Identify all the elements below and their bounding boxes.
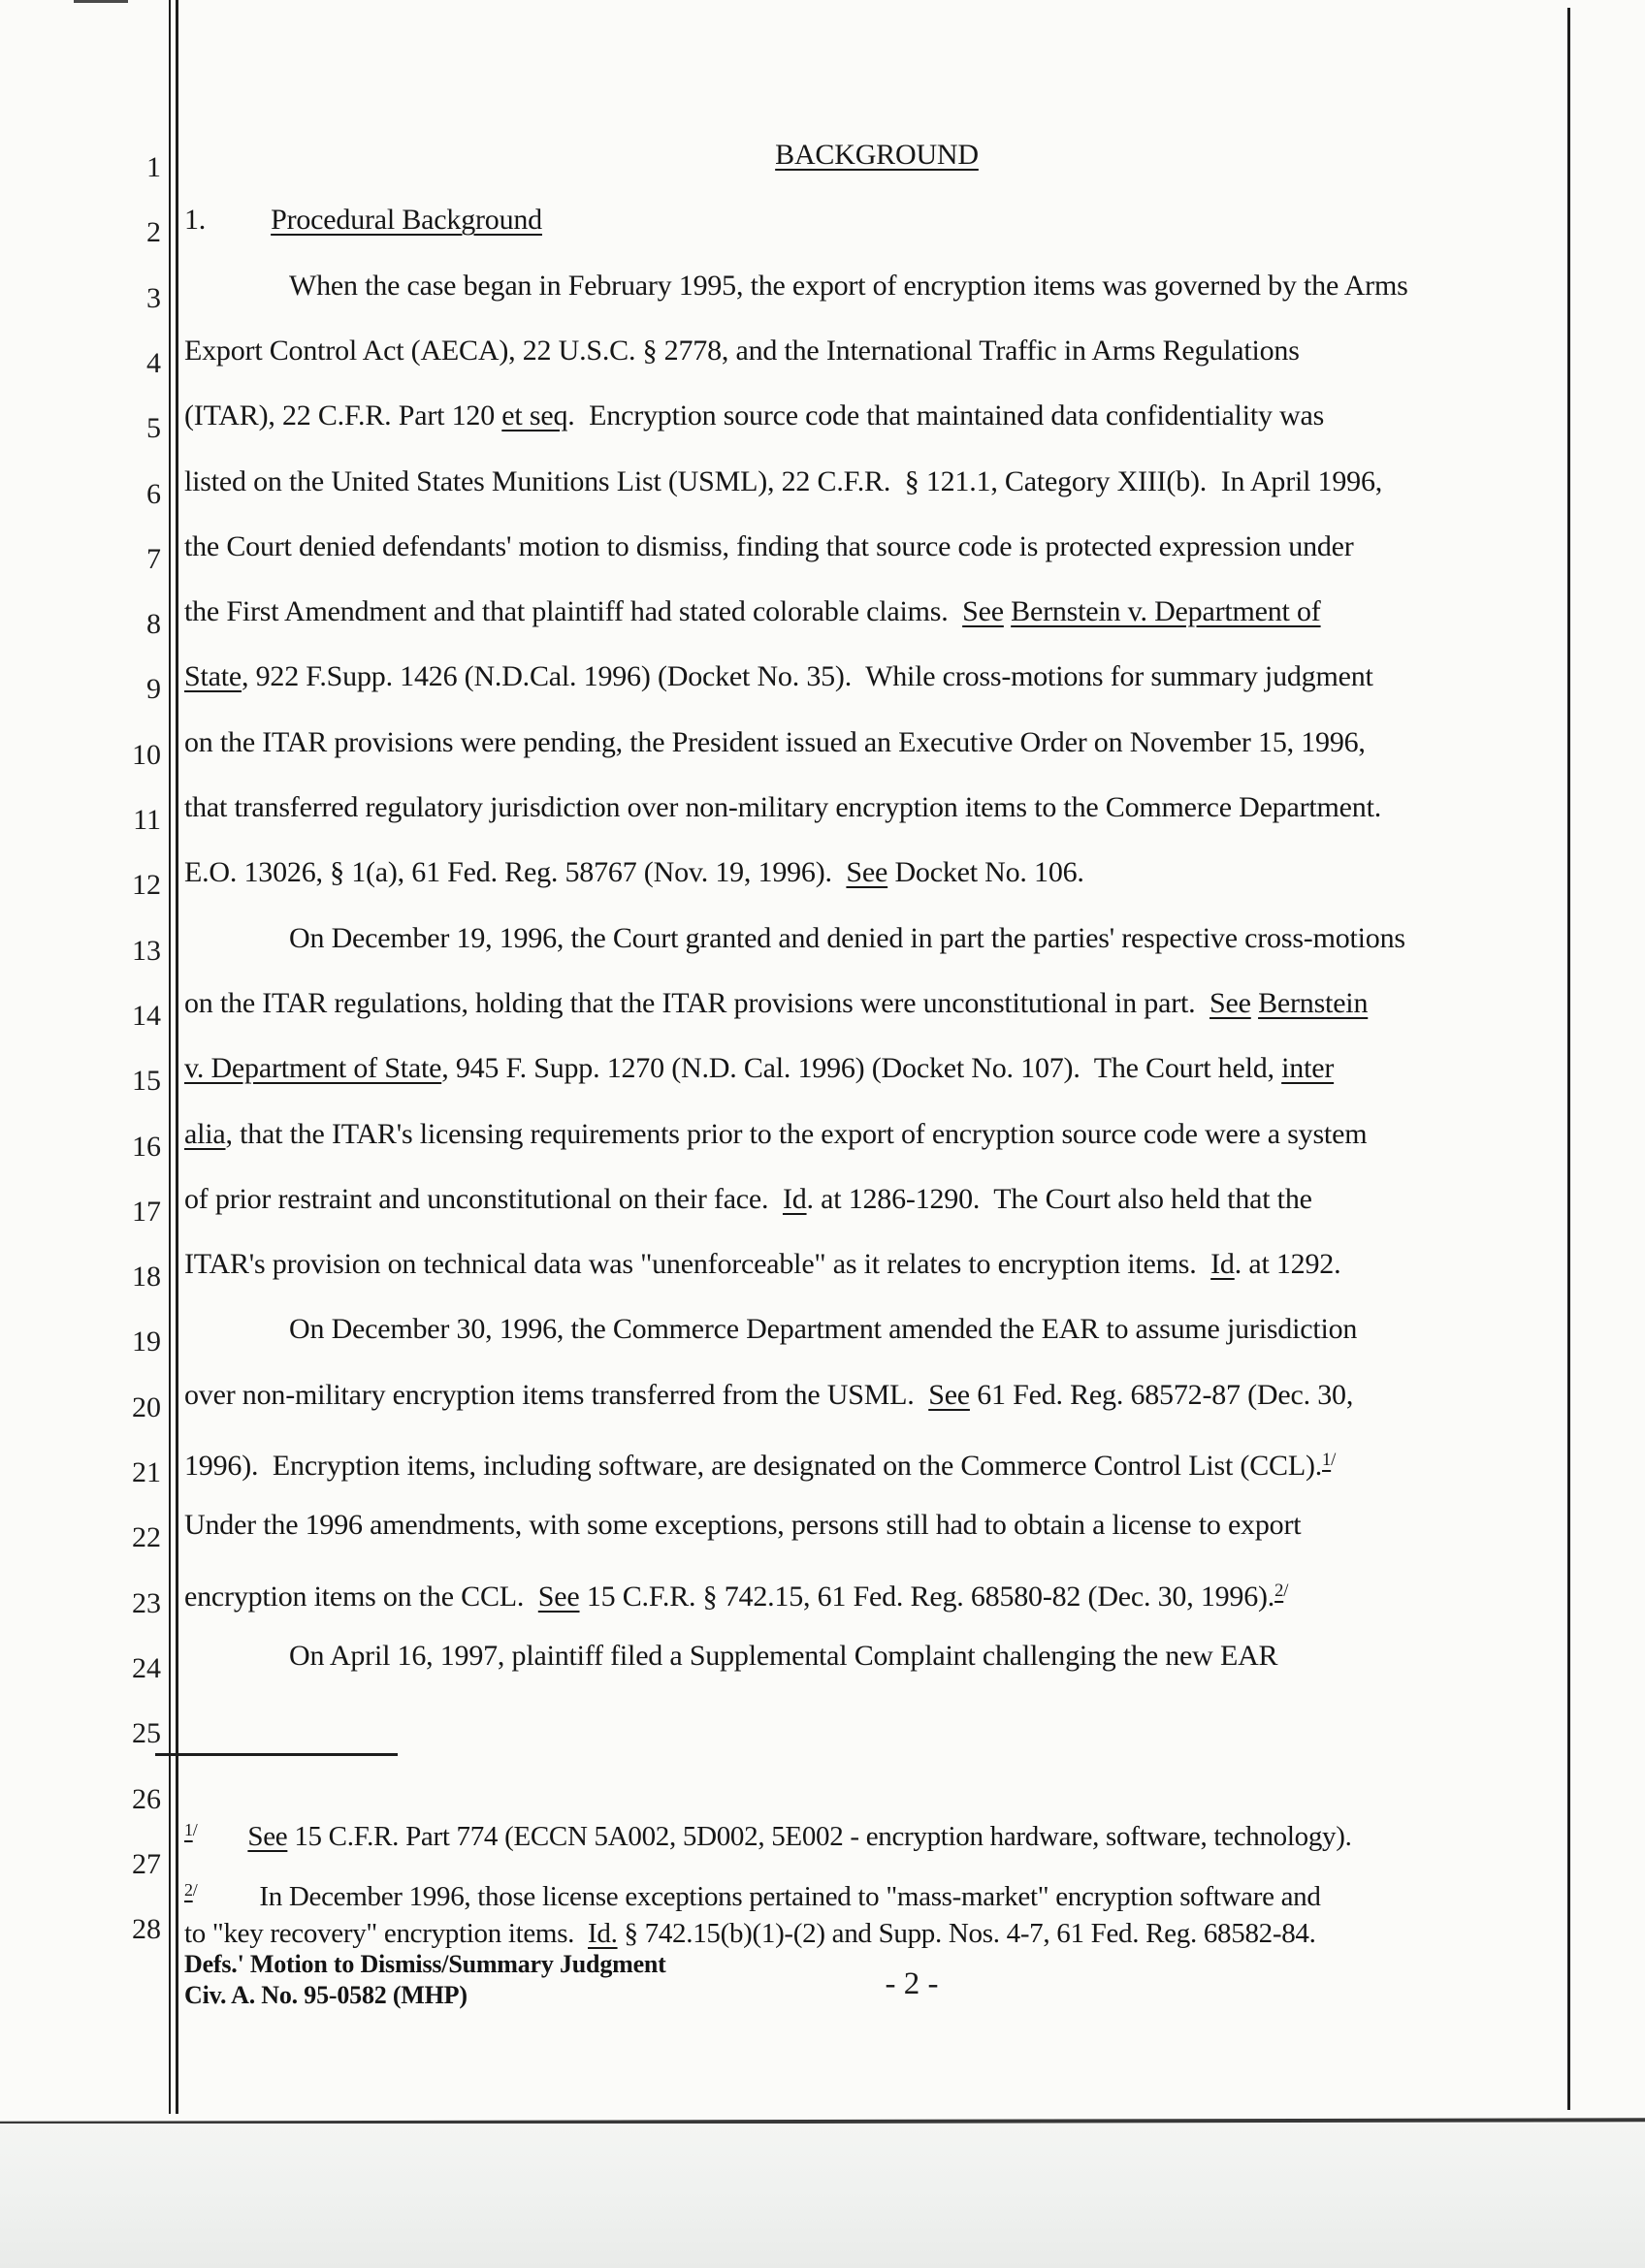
- text-segment: /: [1283, 1580, 1289, 1601]
- body-line: [184, 201, 1569, 240]
- text-segment: , that the ITAR's licensing requirements prior to the export of encryption source code were a system: [225, 1117, 1368, 1150]
- text-segment: Bernstein: [1258, 986, 1369, 1019]
- text-segment: 2: [1274, 1580, 1284, 1601]
- line-number: 22: [132, 1521, 161, 1554]
- line-number: 17: [132, 1195, 161, 1228]
- text-segment: See: [962, 595, 1004, 628]
- text-segment: [1251, 987, 1258, 1019]
- line-number: 19: [132, 1326, 161, 1358]
- section-heading: [184, 136, 1569, 175]
- text-segment: on the ITAR provisions were pending, the President issued an Executive Order on November 15, 1996,: [184, 725, 1366, 758]
- text-segment: to "key recovery" encryption items.: [184, 1918, 589, 1949]
- body-line: [184, 1180, 1569, 1219]
- body-line: [184, 1115, 1569, 1154]
- text-segment: Id: [1210, 1248, 1235, 1281]
- line-number: 26: [132, 1782, 161, 1815]
- scan-artifact: [74, 0, 128, 3]
- line-number: 10: [132, 738, 161, 771]
- body-line: [184, 267, 1645, 305]
- line-number: 7: [146, 542, 161, 575]
- text-segment: . at 1292.: [1234, 1248, 1341, 1281]
- text-segment: (ITAR), 22 C.F.R. Part 120: [184, 399, 502, 432]
- footer-title: Defs.' Motion to Dismiss/Summary Judgment: [184, 1950, 666, 1978]
- text-segment: listed on the United States Munitions List (USML), 22 C.F.R. § 121.1, Category XIII(b). In April 1996,: [184, 464, 1383, 497]
- text-segment: /: [1331, 1450, 1337, 1470]
- text-segment: Id: [782, 1182, 807, 1215]
- text-segment: Export Control Act (AECA), 22 U.S.C. § 2778, and the International Traffic in Arms Regulations: [184, 334, 1300, 367]
- text-segment: 1: [1322, 1450, 1332, 1470]
- text-segment: the First Amendment and that plaintiff had stated colorable claims.: [184, 595, 963, 628]
- text-segment: . Encryption source code that maintained data confidentiality was: [567, 399, 1325, 432]
- text-segment: BACKGROUND: [775, 139, 979, 171]
- text-segment: On December 19, 1996, the Court granted and denied in part the parties' respective cross-motions: [289, 921, 1405, 954]
- body-line: [184, 332, 1569, 370]
- pleading-double-rule-outer: [169, 0, 171, 2114]
- body-line: [184, 397, 1569, 435]
- line-number: 3: [146, 281, 161, 314]
- text-segment: /: [192, 1880, 198, 1900]
- body-line: [184, 1376, 1569, 1415]
- text-segment: on the ITAR regulations, holding that the ITAR provisions were unconstitutional in part.: [184, 986, 1210, 1019]
- scanner-background: [0, 2124, 1645, 2268]
- text-segment: When the case began in February 1995, the export of encryption items was governed by the Arms: [289, 269, 1408, 302]
- body-line: [184, 853, 1569, 892]
- text-segment: et seq: [501, 399, 568, 432]
- text-segment: E.O. 13026, § 1(a), 61 Fed. Reg. 58767 (Nov. 19, 1996).: [184, 856, 847, 889]
- line-number: 11: [133, 804, 161, 836]
- text-segment: See: [1210, 986, 1251, 1019]
- pleading-double-rule-inner: [176, 0, 178, 2114]
- text-segment: Docket No. 106.: [887, 856, 1084, 889]
- body-line: [184, 657, 1569, 696]
- body-line: [184, 723, 1569, 762]
- line-number: 24: [132, 1651, 161, 1684]
- line-number: 15: [132, 1065, 161, 1098]
- text-segment: See: [846, 856, 888, 889]
- body-line: [184, 592, 1569, 631]
- line-number: 12: [132, 869, 161, 902]
- line-number: 21: [132, 1456, 161, 1488]
- text-segment: that transferred regulatory jurisdiction over non-military encryption items to the Commerce Department.: [184, 791, 1382, 823]
- text-segment: over non-military encryption items transferred from the USML.: [184, 1378, 929, 1411]
- text-segment: See: [537, 1580, 580, 1613]
- line-number: 23: [132, 1586, 161, 1619]
- body-line: [184, 919, 1645, 958]
- page-number: - 2 -: [885, 1966, 939, 2001]
- text-segment: 1.: [184, 204, 207, 237]
- body-line: [184, 527, 1569, 566]
- line-number: 27: [132, 1847, 161, 1880]
- text-segment: 2: [184, 1880, 193, 1900]
- text-segment: On April 16, 1997, plaintiff filed a Supplemental Complaint challenging the new EAR: [289, 1639, 1278, 1672]
- footnote-separator: [155, 1753, 398, 1756]
- body-line: [184, 463, 1569, 501]
- text-segment: Procedural Background: [271, 204, 542, 237]
- text-segment: See: [247, 1821, 288, 1852]
- text-segment: /: [192, 1820, 198, 1839]
- text-segment: . at 1286-1290. The Court also held that the: [806, 1182, 1312, 1215]
- line-number: 20: [132, 1390, 161, 1423]
- text-segment: 15 C.F.R. Part 774 (ECCN 5A002, 5D002, 5E002 - encryption hardware, software, technology).: [287, 1821, 1352, 1852]
- line-number: 4: [146, 346, 161, 379]
- line-number: 25: [132, 1717, 161, 1750]
- text-segment: Under the 1996 amendments, with some exceptions, persons still had to obtain a license to export: [184, 1509, 1302, 1542]
- footnote-line: [184, 1811, 1571, 1855]
- text-segment: Id.: [588, 1918, 618, 1949]
- text-segment: 61 Fed. Reg. 68572-87 (Dec. 30,: [969, 1378, 1354, 1411]
- text-segment: State: [184, 660, 242, 693]
- body-line: [184, 788, 1569, 827]
- text-segment: encryption items on the CCL.: [184, 1580, 538, 1613]
- text-segment: 1996). Encryption items, including software, are designated on the Commerce Control List (CCL).: [184, 1450, 1323, 1482]
- line-number: 2: [146, 216, 161, 249]
- line-number: 13: [132, 934, 161, 967]
- text-segment: In December 1996, those license exceptions pertained to "mass-market" encryption software and: [259, 1881, 1321, 1912]
- body-line: [184, 984, 1569, 1023]
- text-segment: 1: [184, 1820, 193, 1839]
- line-number: 1: [146, 151, 161, 183]
- text-segment: alia: [184, 1117, 226, 1150]
- footnote-line: [184, 1871, 1571, 1915]
- line-number: 5: [146, 412, 161, 445]
- text-segment: On December 30, 1996, the Commerce Department amended the EAR to assume jurisdiction: [289, 1313, 1358, 1346]
- text-segment: of prior restraint and unconstitutional on their face.: [184, 1182, 783, 1215]
- text-segment: 15 C.F.R. § 742.15, 61 Fed. Reg. 68580-82 (Dec. 30, 1996).: [579, 1580, 1275, 1613]
- text-segment: § 742.15(b)(1)-(2) and Supp. Nos. 4-7, 61 Fed. Reg. 68582-84.: [617, 1918, 1316, 1949]
- body-line: [184, 1049, 1569, 1088]
- text-segment: inter: [1281, 1052, 1335, 1085]
- footnote-line: [184, 1915, 1571, 1952]
- text-segment: See: [928, 1378, 970, 1411]
- line-number: 14: [132, 999, 161, 1032]
- body-line: [184, 1506, 1569, 1545]
- body-line: [184, 1441, 1569, 1485]
- document-footer: [184, 1949, 666, 2011]
- line-number: 8: [146, 608, 161, 641]
- footer-case-number: Civ. A. No. 95-0582 (MHP): [184, 1981, 468, 2009]
- text-segment: Bernstein v. Department of: [1011, 595, 1321, 628]
- line-number: 9: [146, 673, 161, 706]
- body-line: [184, 1572, 1569, 1616]
- body-line: [184, 1245, 1569, 1284]
- text-segment: the Court denied defendants' motion to dismiss, finding that source code is protected expression under: [184, 529, 1354, 562]
- line-number: 18: [132, 1261, 161, 1294]
- body-line: [184, 1310, 1645, 1349]
- text-segment: , 945 F. Supp. 1270 (N.D. Cal. 1996) (Docket No. 107). The Court held,: [441, 1052, 1282, 1085]
- line-number: 16: [132, 1130, 161, 1163]
- text-segment: v. Department of State: [184, 1052, 442, 1085]
- text-segment: , 922 F.Supp. 1426 (N.D.Cal. 1996) (Docket No. 35). While cross-motions for summary judgment: [242, 660, 1373, 693]
- line-number: 6: [146, 477, 161, 510]
- line-number: 28: [132, 1913, 161, 1946]
- body-line: [184, 1637, 1645, 1676]
- text-segment: ITAR's provision on technical data was "unenforceable" as it relates to encryption items.: [184, 1248, 1211, 1281]
